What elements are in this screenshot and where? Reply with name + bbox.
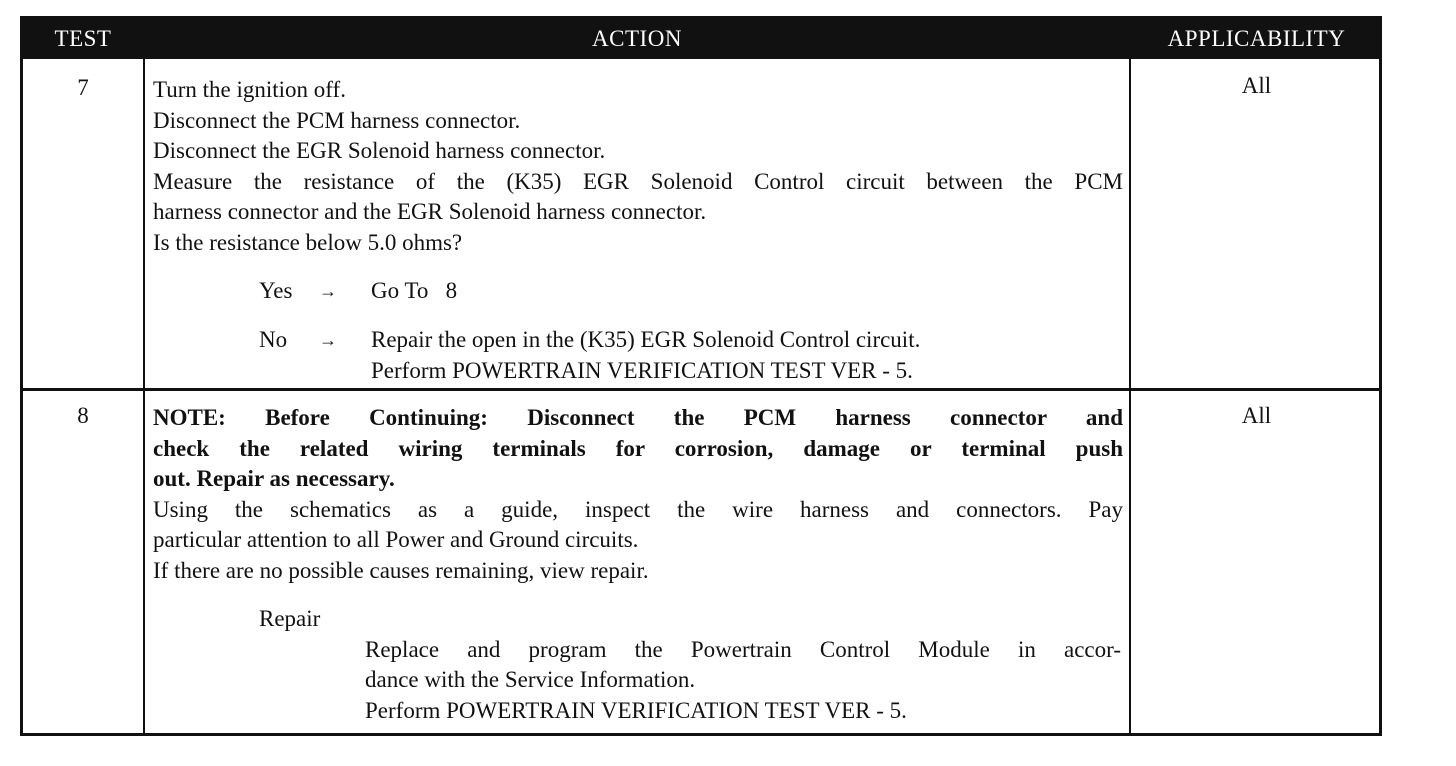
no-result xyxy=(371,325,920,386)
action-line: If there are no possible causes remaining, view repair. xyxy=(153,557,649,583)
no-label: No xyxy=(259,327,288,352)
no-result-line: Repair the open in the (K35) EGR Solenoid Control circuit. xyxy=(371,327,921,352)
right-arrow-icon: → xyxy=(319,281,337,301)
note-line: check the related wiring terminals for corrosion, damage or terminal push xyxy=(153,435,1123,461)
test-number: 8 xyxy=(77,403,89,428)
action-line: Is the resistance below 5.0 ohms? xyxy=(153,229,463,255)
right-arrow-icon: → xyxy=(319,330,337,350)
table-header xyxy=(23,19,1379,59)
applicability-value: All xyxy=(1241,403,1272,428)
yes-branch xyxy=(153,276,1123,306)
repair-line: Replace and program the Powertrain Control Module in accor- xyxy=(365,636,1121,662)
repair-instructions xyxy=(153,635,1123,727)
applicability-value: All xyxy=(1241,73,1272,98)
action-line: particular attention to all Power and Ground circuits. xyxy=(153,527,639,552)
header-test: TEST xyxy=(54,26,112,51)
note-line: out. Repair as necessary. xyxy=(153,466,395,491)
header-applicability: APPLICABILITY xyxy=(1167,26,1346,51)
no-result-line: Perform POWERTRAIN VERIFICATION TEST VER - 5. xyxy=(371,357,913,383)
yes-label: Yes xyxy=(259,278,293,303)
repair-label: Repair xyxy=(259,606,321,631)
table-row xyxy=(23,59,1379,388)
table-row xyxy=(23,391,1379,736)
action-line: Using the schematics as a guide, inspect the wire harness and connectors. Pay xyxy=(153,496,1123,522)
action-line: Disconnect the EGR Solenoid harness connector. xyxy=(153,138,606,163)
action-cell xyxy=(153,75,1123,386)
action-line: harness connector and the EGR Solenoid harness connector. xyxy=(153,199,707,224)
action-line: Turn the ignition off. xyxy=(153,77,346,102)
header-action: ACTION xyxy=(592,26,682,51)
yes-result: Go To 8 xyxy=(371,278,458,303)
diagnostic-table xyxy=(20,16,1382,736)
test-number: 7 xyxy=(77,75,89,100)
action-line: Disconnect the PCM harness connector. xyxy=(153,107,521,133)
repair-line: Perform POWERTRAIN VERIFICATION TEST VER - 5. xyxy=(365,697,907,723)
note-line: NOTE: Before Continuing: Disconnect the PCM harness connector and xyxy=(153,405,1123,430)
action-line: Measure the resistance of the (K35) EGR Solenoid Control circuit between the PCM xyxy=(153,168,1123,194)
repair-line: dance with the Service Information. xyxy=(365,667,696,692)
no-branch xyxy=(153,325,1123,386)
action-cell xyxy=(153,403,1123,726)
